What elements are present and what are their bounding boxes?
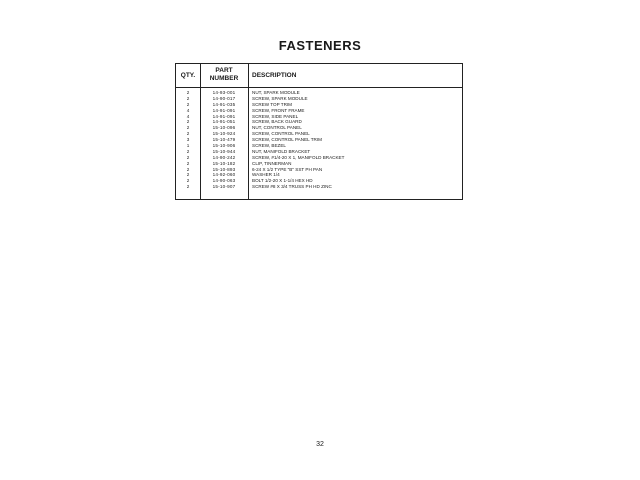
part-number-cell: 14-91-035 (212, 101, 236, 107)
part-number-cell: 14-90-242 (212, 154, 236, 160)
qty-cell: 2 (186, 125, 190, 131)
part-number-cell: 14-93-001 (212, 90, 236, 95)
qty-cell: 4 (186, 107, 190, 113)
qty-cell: 1 (186, 143, 190, 149)
description-cell: NUT, SPARK MODULE (252, 90, 300, 95)
header-part-line1: PART (215, 67, 233, 74)
part-number-cell: 15-10-924 (212, 131, 236, 137)
part-number-cell: 14-91-091 (212, 113, 236, 119)
description-cell: SCREW, BEZEL (252, 143, 286, 149)
part-number-cell: 15-10-907 (212, 184, 236, 190)
qty-cell: 2 (186, 95, 190, 101)
part-number-cell: 14-90-063 (212, 178, 236, 184)
qty-cell: 2 (186, 119, 190, 125)
header-description: DESCRIPTION (252, 72, 297, 79)
header-part-number (200, 67, 248, 83)
fasteners-table (175, 63, 463, 200)
description-cell: SCREW, FRONT FRAME (252, 107, 305, 113)
description-cell: CLIP, TINNERMAN (252, 160, 292, 166)
part-number-cell: 14-91-051 (212, 119, 236, 125)
page-title: FASTENERS (278, 38, 362, 53)
description-cell: NUT, CONTROL PANEL (252, 125, 302, 131)
table-header (176, 64, 462, 88)
qty-cell: 4 (186, 113, 190, 119)
qty-cell: 2 (186, 178, 190, 184)
qty-cell: 2 (186, 101, 190, 107)
qty-cell: 3 (186, 137, 190, 143)
qty-cell: 2 (186, 172, 190, 178)
part-number-cell: 14-90-017 (212, 95, 236, 101)
part-number-cell: 14-91-091 (212, 107, 236, 113)
qty-cell: 2 (186, 166, 190, 172)
qty-cell: 2 (186, 148, 190, 154)
description-cell: SCREW, CONTROL PANEL (252, 131, 310, 137)
part-number-cell: 15-10-893 (212, 166, 236, 172)
qty-cell: 2 (186, 160, 190, 166)
table-body (176, 90, 462, 190)
qty-cell: 2 (186, 184, 190, 190)
description-cell: NUT, MANIFOLD BRACKET (252, 148, 311, 154)
part-number-cell: 15-10-944 (212, 148, 236, 154)
qty-cell: 2 (186, 90, 190, 95)
description-cell: SCREW, SIDE PANEL (252, 113, 299, 119)
part-number-cell: 15-10-479 (212, 137, 236, 143)
description-cell: SCREW TOP TRIM (252, 101, 292, 107)
description-cell: SCREW #8 X 3/4 TRUSS PH HD ZINC (252, 184, 332, 190)
page-number: 32 (316, 441, 324, 448)
description-cell: SCREW, #1/4-20 X 1, MANIFOLD BRACKET (252, 154, 345, 160)
description-cell: WASHER 1/4 (252, 172, 280, 178)
header-part-line2: NUMBER (209, 75, 239, 82)
description-cell: 6-24 X 1/2 TYPE "B" SST PH PAN (252, 166, 323, 172)
part-number-cell: 15-10-096 (212, 125, 236, 131)
qty-cell: 2 (186, 131, 190, 137)
description-cell: BOLT 1/2-20 X 1-1/4 HEX HD (252, 178, 313, 184)
description-cell: SCREW, CONTROL PANEL TRIM (252, 137, 322, 143)
description-cell: SCREW, SPARK MODULE (252, 95, 308, 101)
part-number-cell: 15-10-906 (212, 143, 236, 149)
part-number-cell: 15-10-182 (212, 160, 236, 166)
part-number-cell: 14-92-060 (212, 172, 236, 178)
description-cell: SCREW, BACK GUARD (252, 119, 302, 125)
header-qty: QTY. (180, 72, 196, 79)
table-row (176, 184, 462, 190)
qty-cell: 2 (186, 154, 190, 160)
